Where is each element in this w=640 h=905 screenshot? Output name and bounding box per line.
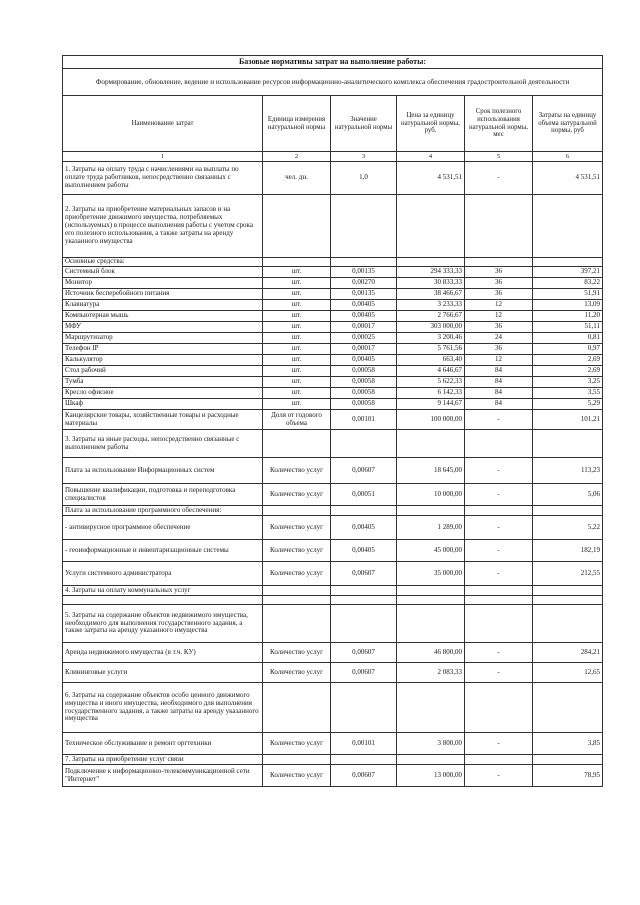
row-cost: 13,09 [533, 300, 603, 311]
row-price [397, 683, 465, 733]
row-unit: чел. дн. [263, 162, 331, 195]
row-unit: шт. [263, 377, 331, 388]
table-row [63, 765, 603, 787]
row-cost: 51,91 [533, 289, 603, 300]
row-unit: шт. [263, 388, 331, 399]
row-cost: 51,11 [533, 322, 603, 333]
row-price: 38 466,67 [397, 289, 465, 300]
row-price: 6 142,33 [397, 388, 465, 399]
table-row [63, 344, 603, 355]
row-name: 7. Затраты на приобретение услуг связи [63, 755, 263, 765]
row-life: - [465, 484, 533, 506]
row-price: 4 531,51 [397, 162, 465, 195]
row-life: 36 [465, 278, 533, 289]
row-name: 1. Затраты на оплату труда с начислениями на выплаты по оплате труда работников, непосредственно связанных с выполнением работы [63, 162, 263, 195]
row-unit [263, 596, 331, 605]
row-value: 0,00058 [331, 399, 397, 410]
header-life: Срок полезного использования натуральной нормы, мес [465, 96, 533, 152]
table-row [63, 195, 603, 258]
row-cost: 4 531,51 [533, 162, 603, 195]
row-value: 0,00058 [331, 366, 397, 377]
row-value: 0,00607 [331, 643, 397, 663]
row-cost: 212,55 [533, 562, 603, 586]
row-cost: 101,21 [533, 410, 603, 430]
row-value [331, 430, 397, 458]
row-unit: шт. [263, 267, 331, 278]
row-value [331, 506, 397, 516]
row-name: Повышение квалификации, подготовка и переподготовка специалистов [63, 484, 263, 506]
row-life [465, 586, 533, 596]
row-value [331, 683, 397, 733]
row-cost [533, 195, 603, 258]
row-life: - [465, 733, 533, 755]
row-unit: Доля от годового объема [263, 410, 331, 430]
table-row [63, 458, 603, 484]
row-unit [263, 683, 331, 733]
row-unit: Количество услуг [263, 540, 331, 562]
row-cost [533, 596, 603, 605]
row-life: - [465, 516, 533, 540]
row-price: 3 800,00 [397, 733, 465, 755]
row-unit [263, 586, 331, 596]
row-value: 0,00101 [331, 733, 397, 755]
table-row [63, 562, 603, 586]
row-unit: шт. [263, 289, 331, 300]
row-name: Телефон IP [63, 344, 263, 355]
row-name: Подключение к информационно-телекоммуникационной сети "Интернет" [63, 765, 263, 787]
row-life [465, 755, 533, 765]
row-name: Плата за использование Информационных систем [63, 458, 263, 484]
table-row [63, 311, 603, 322]
norms-table [62, 55, 603, 787]
table-row [63, 506, 603, 516]
row-life: 84 [465, 377, 533, 388]
row-price: 18 645,00 [397, 458, 465, 484]
table-row [63, 366, 603, 377]
row-price: 45 000,00 [397, 540, 465, 562]
row-cost: 2,69 [533, 355, 603, 366]
table-row [63, 322, 603, 333]
row-value: 0,00051 [331, 484, 397, 506]
row-value: 0,00017 [331, 344, 397, 355]
row-name: Основные средства: [63, 258, 263, 267]
row-price: 2 766,67 [397, 311, 465, 322]
table-row [63, 278, 603, 289]
row-value: 0,00405 [331, 300, 397, 311]
row-unit: шт. [263, 300, 331, 311]
row-value: 0,00101 [331, 410, 397, 430]
row-life: 24 [465, 333, 533, 344]
row-name: Источник бесперебойного питания [63, 289, 263, 300]
row-cost [533, 683, 603, 733]
row-life [465, 258, 533, 267]
row-name: Стол рабочий [63, 366, 263, 377]
table-body [63, 162, 603, 787]
row-unit: Количество услуг [263, 484, 331, 506]
row-name [63, 596, 263, 605]
row-life: 36 [465, 267, 533, 278]
row-life [465, 605, 533, 643]
document-subtitle: Формирование, обновление, ведение и использование ресурсов информационно-аналитического комплекса обеспечения градостроительной деятельности [63, 69, 603, 96]
row-value [331, 586, 397, 596]
row-unit: шт. [263, 322, 331, 333]
row-life: - [465, 663, 533, 683]
row-cost: 397,21 [533, 267, 603, 278]
row-value: 0,00058 [331, 388, 397, 399]
row-name: Маршрутизатор [63, 333, 263, 344]
row-cost: 113,23 [533, 458, 603, 484]
row-unit [263, 430, 331, 458]
row-cost [533, 755, 603, 765]
row-cost [533, 605, 603, 643]
table-row [63, 430, 603, 458]
table-row [63, 388, 603, 399]
row-name: Тумба [63, 377, 263, 388]
row-cost: 3,25 [533, 377, 603, 388]
row-name: Техническое обслуживание и ремонт оргтехники [63, 733, 263, 755]
table-row [63, 355, 603, 366]
row-unit: Количество услуг [263, 643, 331, 663]
row-name: Плата за использование программного обеспечения: [63, 506, 263, 516]
col-number: 2 [263, 152, 331, 162]
row-life: 84 [465, 366, 533, 377]
row-price: 10 000,00 [397, 484, 465, 506]
row-price: 9 144,67 [397, 399, 465, 410]
row-value [331, 195, 397, 258]
table-row [63, 643, 603, 663]
row-value: 0,00025 [331, 333, 397, 344]
table-row [63, 267, 603, 278]
row-cost: 78,95 [533, 765, 603, 787]
row-value: 0,00405 [331, 516, 397, 540]
row-unit [263, 605, 331, 643]
row-cost: 284,21 [533, 643, 603, 663]
row-unit: шт. [263, 399, 331, 410]
row-unit [263, 258, 331, 267]
table-row [63, 300, 603, 311]
row-unit: шт. [263, 344, 331, 355]
row-life: 84 [465, 388, 533, 399]
row-name: Системный блок [63, 267, 263, 278]
header-unit: Единица измерения натуральной нормы [263, 96, 331, 152]
row-cost: 83,22 [533, 278, 603, 289]
row-life: - [465, 765, 533, 787]
row-name: МФУ [63, 322, 263, 333]
row-life: 12 [465, 300, 533, 311]
row-price: 303 000,00 [397, 322, 465, 333]
row-value: 0,00405 [331, 355, 397, 366]
row-cost [533, 586, 603, 596]
table-row [63, 484, 603, 506]
row-life [465, 506, 533, 516]
row-price [397, 430, 465, 458]
row-price [397, 755, 465, 765]
row-value [331, 596, 397, 605]
row-cost: 182,19 [533, 540, 603, 562]
row-unit: Количество услуг [263, 562, 331, 586]
row-price [397, 258, 465, 267]
row-value: 1,0 [331, 162, 397, 195]
col-number: 6 [533, 152, 603, 162]
table-row [63, 399, 603, 410]
row-unit: Количество услуг [263, 733, 331, 755]
header-price: Цена за единицу натуральной нормы, руб. [397, 96, 465, 152]
row-name: Компьютерная мышь [63, 311, 263, 322]
table-row [63, 377, 603, 388]
document-title: Базовые нормативы затрат на выполнение работы: [63, 56, 603, 69]
row-life: 36 [465, 344, 533, 355]
row-unit: Количество услуг [263, 765, 331, 787]
row-price: 5 761,56 [397, 344, 465, 355]
row-life: - [465, 540, 533, 562]
row-price [397, 596, 465, 605]
row-value: 0,00270 [331, 278, 397, 289]
row-name: Калькулятор [63, 355, 263, 366]
col-number: 1 [63, 152, 263, 162]
table-row [63, 596, 603, 605]
row-unit [263, 195, 331, 258]
col-number: 3 [331, 152, 397, 162]
row-cost: 3,85 [533, 733, 603, 755]
row-cost: 12,65 [533, 663, 603, 683]
row-price [397, 586, 465, 596]
row-cost: 2,69 [533, 366, 603, 377]
row-value: 0,00058 [331, 377, 397, 388]
table-row [63, 516, 603, 540]
col-number: 4 [397, 152, 465, 162]
row-life: - [465, 458, 533, 484]
table-row [63, 289, 603, 300]
table-row [63, 586, 603, 596]
row-value: 0,00017 [331, 322, 397, 333]
table-row [63, 540, 603, 562]
header-name: Наименование затрат [63, 96, 263, 152]
row-cost: 0,81 [533, 333, 603, 344]
table-row [63, 410, 603, 430]
header-value: Значение натуральной нормы [331, 96, 397, 152]
row-life: - [465, 643, 533, 663]
row-unit: шт. [263, 311, 331, 322]
row-life: 36 [465, 322, 533, 333]
row-life: 12 [465, 355, 533, 366]
row-price: 100 000,00 [397, 410, 465, 430]
row-name: Канцелярские товары, хозяйственные товары и расходные материалы [63, 410, 263, 430]
row-price: 3 200,46 [397, 333, 465, 344]
row-unit: Количество услуг [263, 458, 331, 484]
table-row [63, 663, 603, 683]
row-price: 5 622,33 [397, 377, 465, 388]
row-unit: Количество услуг [263, 516, 331, 540]
row-value [331, 605, 397, 643]
row-cost: 5,06 [533, 484, 603, 506]
table-row [63, 333, 603, 344]
table-row [63, 605, 603, 643]
row-value: 0,00607 [331, 458, 397, 484]
row-value: 0,00607 [331, 663, 397, 683]
row-name: - антивирусное программное обеспечение [63, 516, 263, 540]
row-name: 2. Затраты на приобретение материальных запасов и на приобретение движимого имущества, потребляемых (используемых) в процессе выполнения работы с учетом срока его полезного использования, а также затраты на аренду указанного имущества [63, 195, 263, 258]
row-price [397, 506, 465, 516]
row-life [465, 195, 533, 258]
row-cost [533, 258, 603, 267]
row-unit: шт. [263, 278, 331, 289]
row-value: 0,00405 [331, 540, 397, 562]
row-value [331, 755, 397, 765]
table-row [63, 162, 603, 195]
row-value [331, 258, 397, 267]
row-unit: Количество услуг [263, 663, 331, 683]
row-life: - [465, 562, 533, 586]
row-price: 2 083,33 [397, 663, 465, 683]
row-unit [263, 755, 331, 765]
row-unit: шт. [263, 333, 331, 344]
row-name: 6. Затраты на содержание объектов особо ценного движимого имущества и иного имущества, необходимого для выполнения государственного задания, а также затраты на аренду указанного имущества [63, 683, 263, 733]
row-unit: шт. [263, 366, 331, 377]
row-life: 84 [465, 399, 533, 410]
row-price: 13 000,00 [397, 765, 465, 787]
row-life: - [465, 410, 533, 430]
row-price: 1 289,00 [397, 516, 465, 540]
row-name: - геоинформационные и инвентаризационные системы [63, 540, 263, 562]
row-name: Услуги системного администратора [63, 562, 263, 586]
table-row [63, 683, 603, 733]
row-name: 4. Затраты на оплату коммунальных услуг [63, 586, 263, 596]
row-name: Кресло офисное [63, 388, 263, 399]
row-unit: шт. [263, 355, 331, 366]
row-name: Клавиатура [63, 300, 263, 311]
row-cost: 3,55 [533, 388, 603, 399]
norms-document [62, 55, 602, 787]
row-price: 294 333,33 [397, 267, 465, 278]
row-price [397, 195, 465, 258]
row-cost: 11,20 [533, 311, 603, 322]
row-name: Клининговые услуги [63, 663, 263, 683]
row-name: Аренда недвижимого имущества (в т.ч. КУ) [63, 643, 263, 663]
row-value: 0,00405 [331, 311, 397, 322]
row-price: 46 800,00 [397, 643, 465, 663]
row-life [465, 430, 533, 458]
row-price: 4 646,67 [397, 366, 465, 377]
col-number: 5 [465, 152, 533, 162]
row-name: 3. Затраты на иные расходы, непосредственно связанные с выполнением работы [63, 430, 263, 458]
row-life: - [465, 162, 533, 195]
row-value: 0,00607 [331, 765, 397, 787]
row-cost: 5,22 [533, 516, 603, 540]
row-life: 12 [465, 311, 533, 322]
row-value: 0,00135 [331, 267, 397, 278]
row-price: 663,40 [397, 355, 465, 366]
row-name: Монитор [63, 278, 263, 289]
row-cost [533, 506, 603, 516]
row-cost: 0,97 [533, 344, 603, 355]
table-row [63, 755, 603, 765]
row-price: 35 000,00 [397, 562, 465, 586]
row-price [397, 605, 465, 643]
row-life: 36 [465, 289, 533, 300]
row-cost: 5,29 [533, 399, 603, 410]
row-life [465, 683, 533, 733]
row-life [465, 596, 533, 605]
header-cost: Затраты на единицу объема натуральной нормы, руб [533, 96, 603, 152]
row-cost [533, 430, 603, 458]
row-price: 30 833,33 [397, 278, 465, 289]
table-row [63, 258, 603, 267]
row-unit [263, 506, 331, 516]
row-value: 0,00135 [331, 289, 397, 300]
row-name: 5. Затраты на содержание объектов недвижимого имущества, необходимого для выполнения государственного задания, а также затраты на аренду указанного имущества [63, 605, 263, 643]
row-value: 0,00607 [331, 562, 397, 586]
table-row [63, 733, 603, 755]
row-name: Шкаф [63, 399, 263, 410]
row-price: 3 233,33 [397, 300, 465, 311]
